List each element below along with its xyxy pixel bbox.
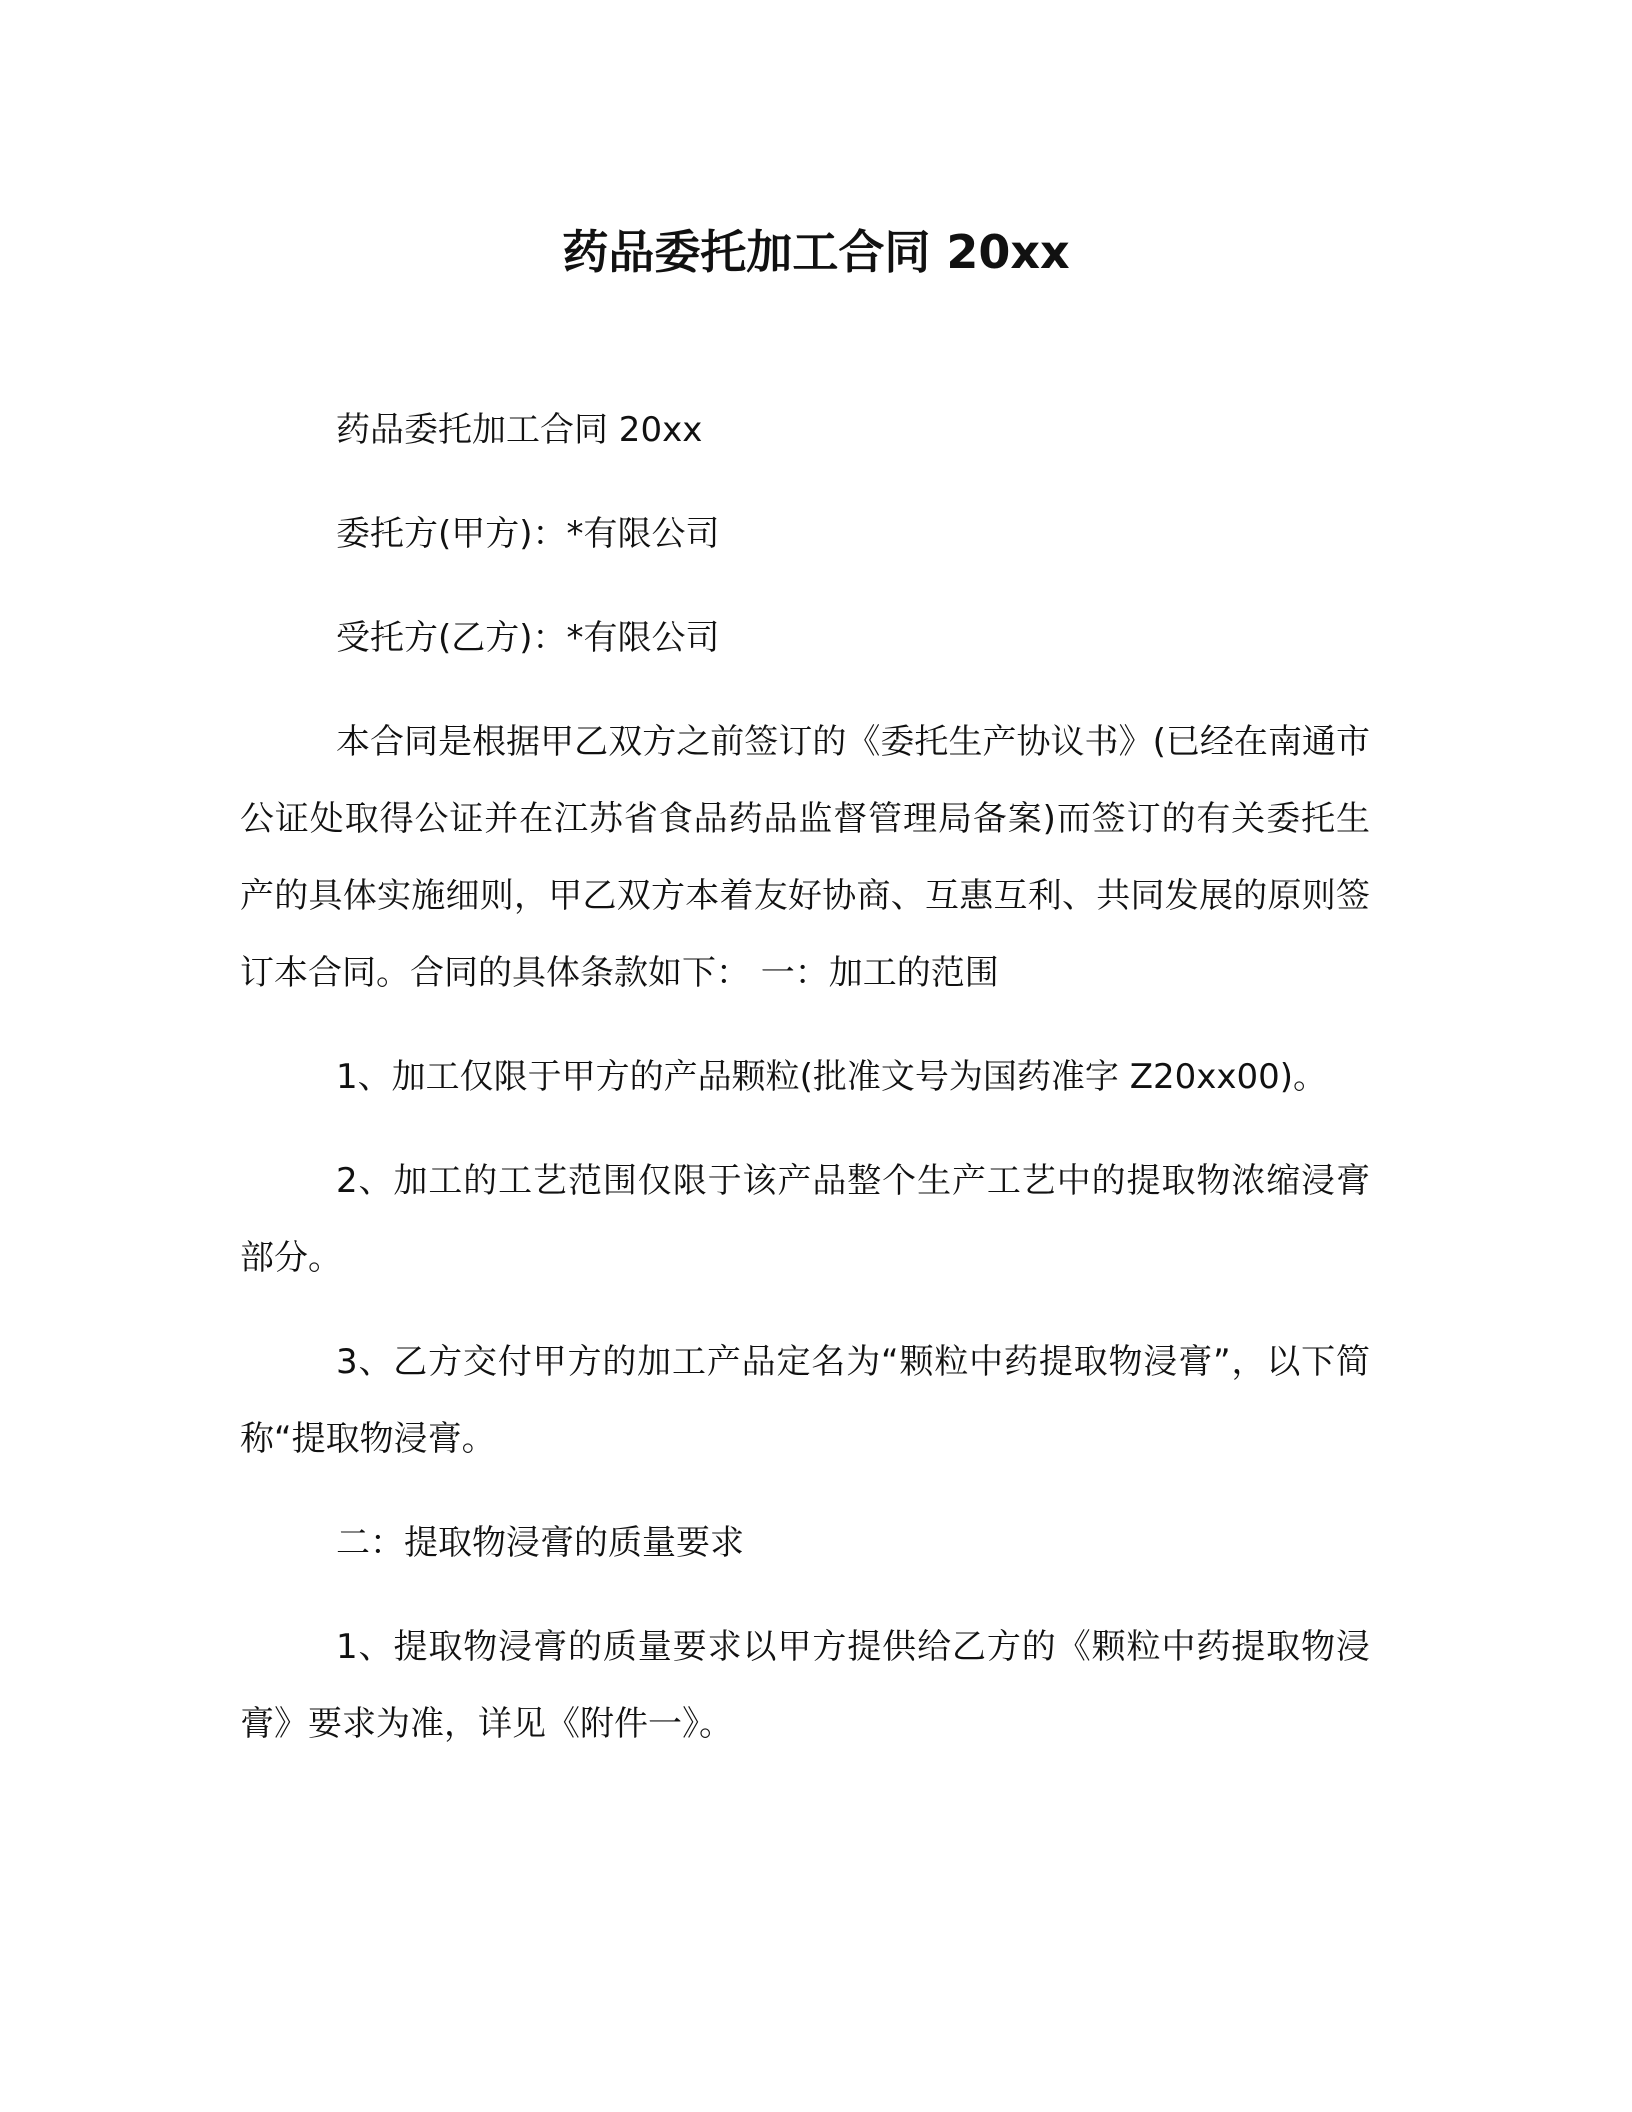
section-heading-quality: 二：提取物浸膏的质量要求 xyxy=(336,1523,744,1563)
paragraph-scope-3: 3、乙方交付甲方的加工产品定名为“颗粒中药提取物浸膏”，以下简称“提取物浸膏。 xyxy=(240,1342,1370,1459)
paragraph-preamble: 本合同是根据甲乙双方之前签订的《委托生产协议书》(已经在南通市公证处取得公证并在江苏省食品药品监督管理局备案)而签订的有关委托生产的具体实施细则，甲乙双方本着友好协商、互惠互利、共同发展的原则签订本合同。合同的具体条款如下： 一：加工的范围 xyxy=(240,722,1370,993)
document-title: 药品委托加工合同 20xx xyxy=(562,225,1070,279)
document-body xyxy=(240,392,1370,1790)
paragraph-scope-2: 2、加工的工艺范围仅限于该产品整个生产工艺中的提取物浓缩浸膏部分。 xyxy=(240,1161,1370,1278)
paragraph-party-a: 委托方(甲方)：*有限公司 xyxy=(336,514,720,554)
paragraph-scope-1: 1、加工仅限于甲方的产品颗粒(批准文号为国药准字 Z20xx00)。 xyxy=(336,1057,1328,1097)
paragraph-heading-repeat: 药品委托加工合同 20xx xyxy=(336,410,703,450)
paragraph-quality-1: 1、提取物浸膏的质量要求以甲方提供给乙方的《颗粒中药提取物浸膏》要求为准，详见《附件一》。 xyxy=(240,1627,1370,1744)
paragraph-party-b: 受托方(乙方)：*有限公司 xyxy=(336,618,720,658)
